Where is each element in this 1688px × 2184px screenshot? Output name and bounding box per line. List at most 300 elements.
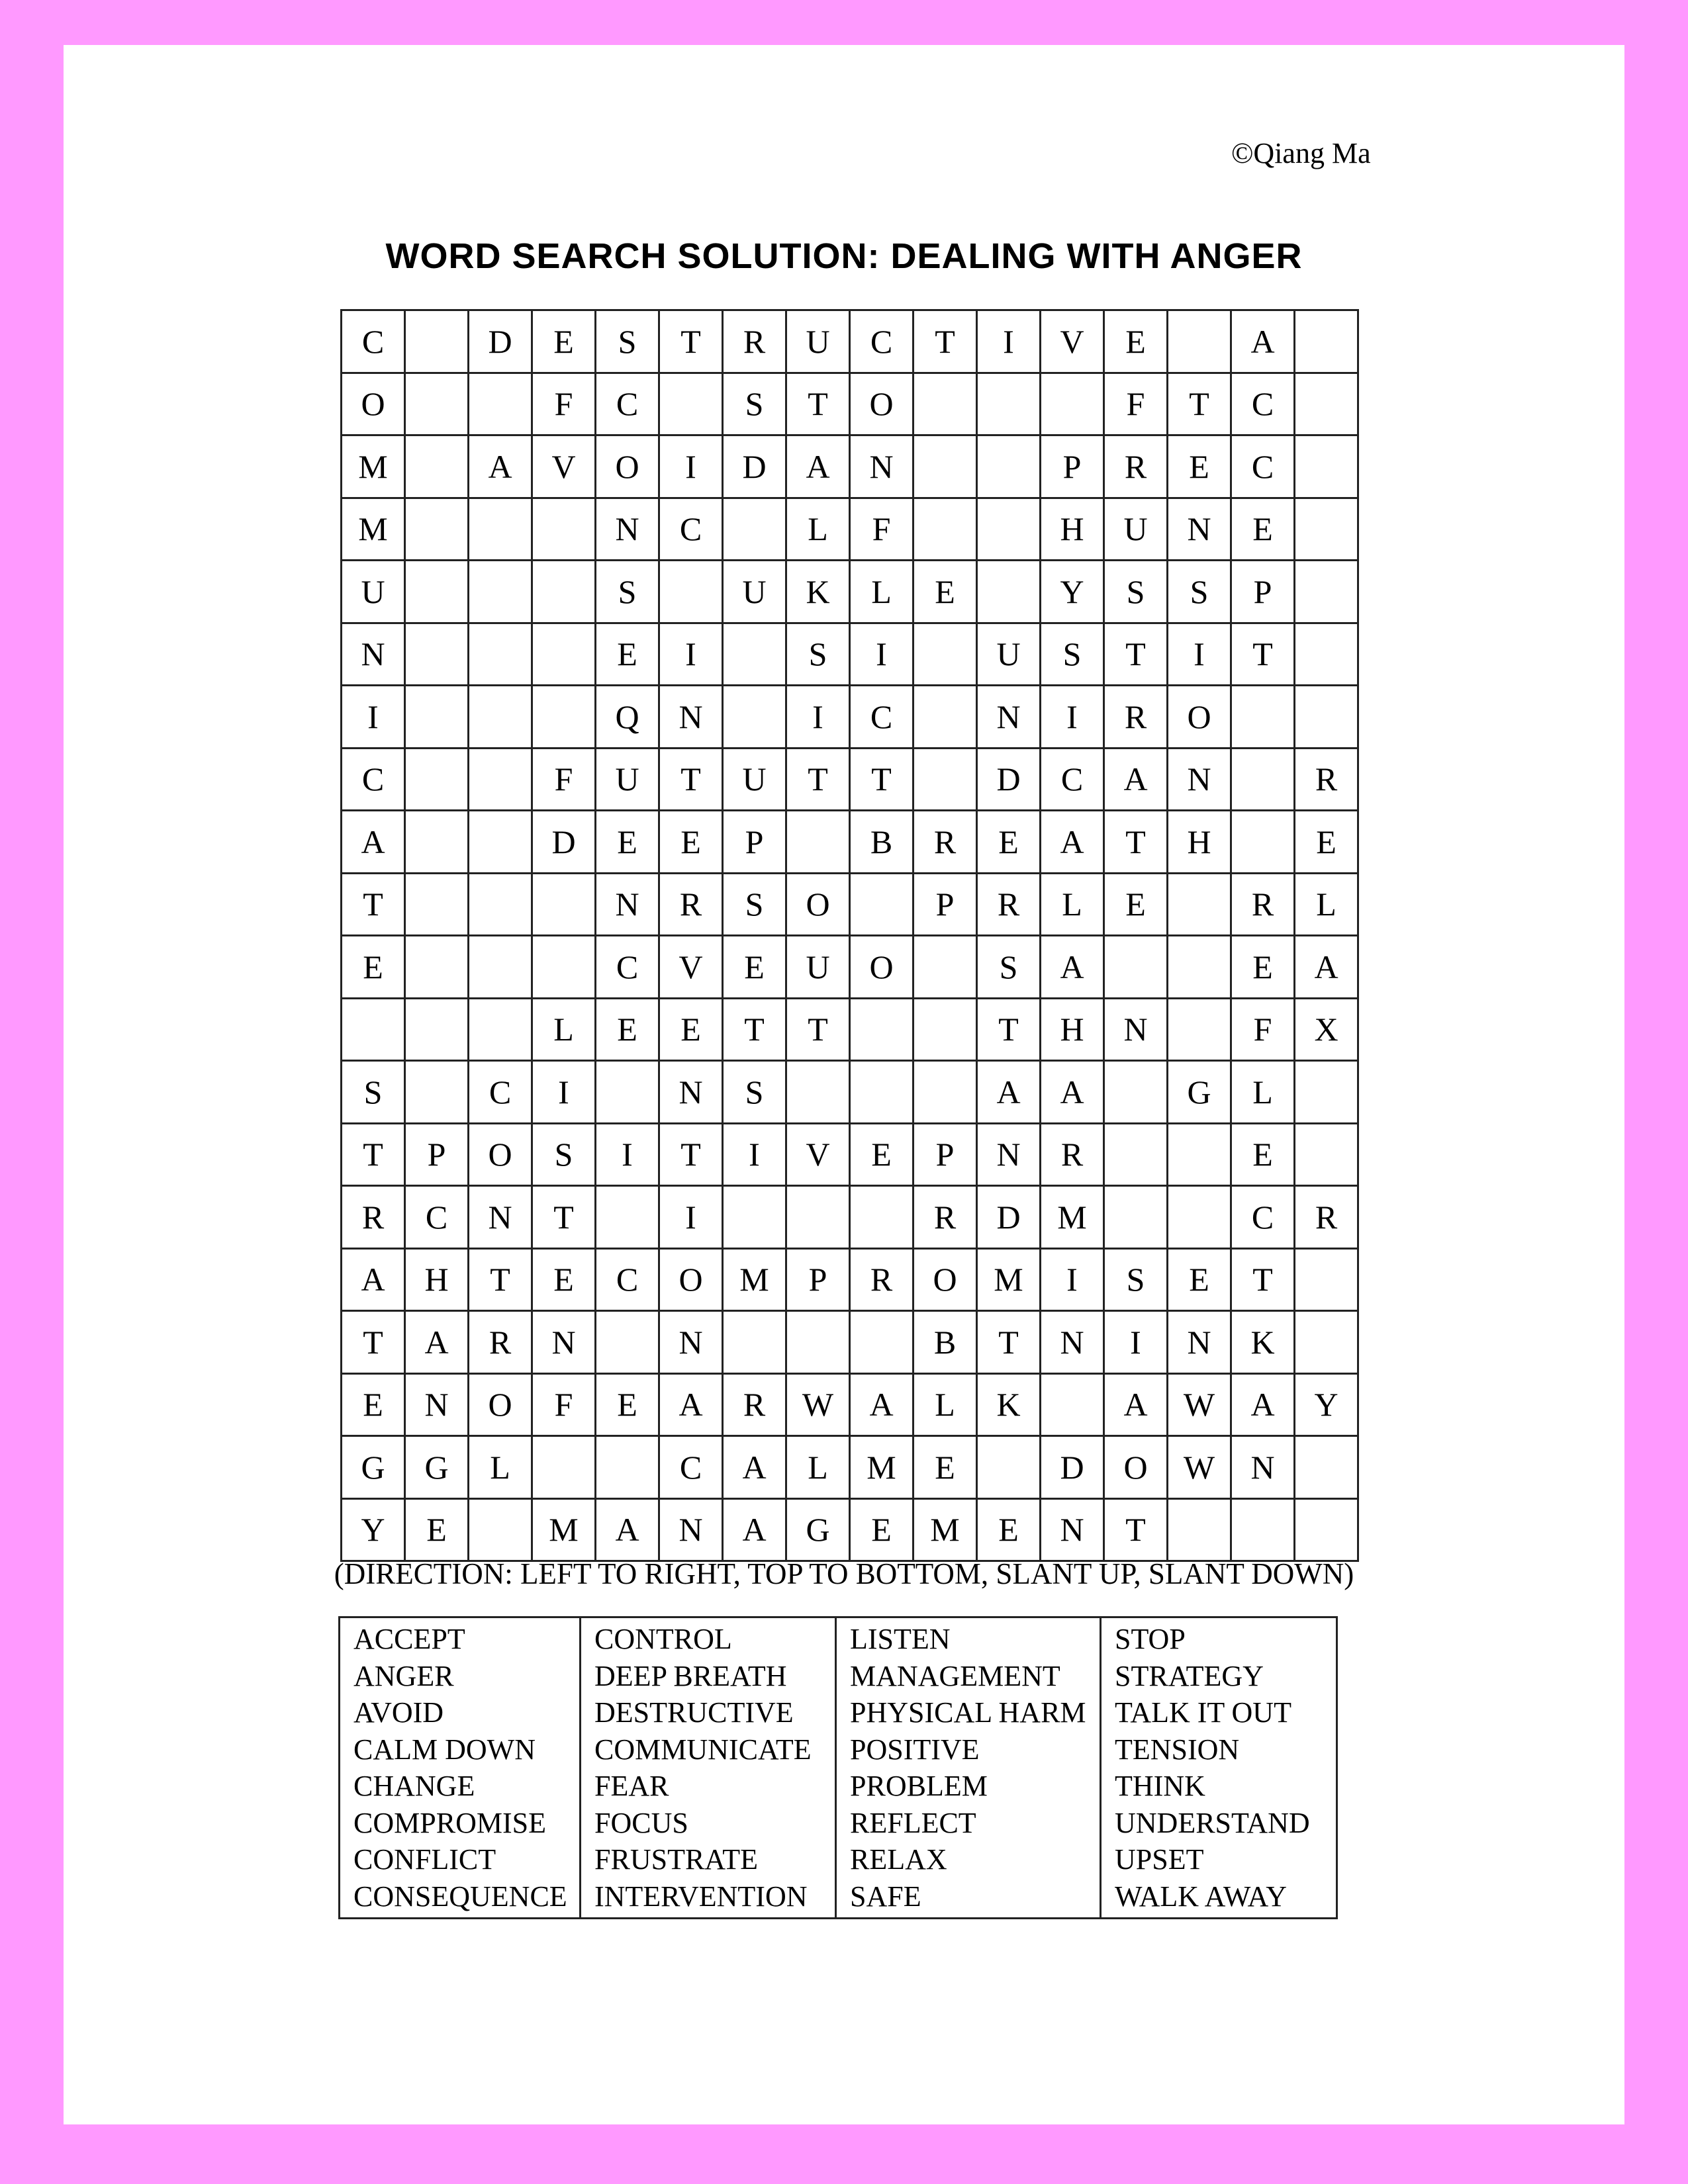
grid-cell: W	[786, 1373, 850, 1436]
grid-cell: D	[532, 811, 596, 874]
grid-cell: S	[532, 1123, 596, 1186]
grid-cell	[405, 686, 469, 749]
grid-cell: I	[850, 623, 914, 686]
grid-cell: I	[1104, 1311, 1168, 1374]
grid-cell	[532, 623, 596, 686]
grid-cell: T	[977, 998, 1041, 1061]
grid-cell	[1104, 1123, 1168, 1186]
grid-cell: T	[532, 1186, 596, 1249]
grid-cell	[1168, 1123, 1231, 1186]
grid-cell: N	[659, 1498, 723, 1561]
grid-cell: C	[405, 1186, 469, 1249]
grid-cell	[1168, 998, 1231, 1061]
grid-cell: E	[850, 1498, 914, 1561]
grid-cell: T	[786, 748, 850, 811]
grid-cell	[596, 1436, 659, 1499]
grid-cell	[659, 373, 723, 435]
grid-cell: I	[1168, 623, 1231, 686]
grid-cell	[1168, 936, 1231, 999]
grid-cell: N	[596, 498, 659, 561]
grid-cell	[1104, 1061, 1168, 1124]
grid-cell: M	[1041, 1186, 1104, 1249]
word-item: SAFE	[850, 1880, 921, 1913]
grid-cell: O	[850, 373, 914, 435]
grid-row	[342, 1436, 1358, 1499]
grid-cell: L	[786, 498, 850, 561]
grid-cell: L	[1231, 1061, 1295, 1124]
grid-cell: H	[405, 1248, 469, 1311]
grid-cell: A	[342, 1248, 405, 1311]
grid-cell: T	[659, 748, 723, 811]
grid-cell	[469, 873, 532, 936]
grid-cell	[469, 561, 532, 623]
grid-cell: G	[342, 1436, 405, 1499]
grid-row	[342, 435, 1358, 498]
grid-cell: E	[914, 561, 977, 623]
grid-cell: A	[977, 1061, 1041, 1124]
grid-cell: R	[1041, 1123, 1104, 1186]
grid-cell: K	[786, 561, 850, 623]
grid-cell	[1295, 373, 1358, 435]
grid-cell: U	[1104, 498, 1168, 561]
grid-cell: M	[342, 435, 405, 498]
grid-cell: R	[914, 811, 977, 874]
grid-row	[342, 873, 1358, 936]
grid-cell: D	[723, 435, 786, 498]
grid-cell	[1295, 1248, 1358, 1311]
grid-cell: I	[977, 310, 1041, 373]
grid-cell	[405, 873, 469, 936]
grid-cell	[1104, 936, 1168, 999]
grid-cell: P	[914, 1123, 977, 1186]
grid-cell: T	[342, 1311, 405, 1374]
grid-cell	[723, 1311, 786, 1374]
grid-cell: T	[786, 373, 850, 435]
grid-cell: F	[1231, 998, 1295, 1061]
grid-cell: I	[596, 1123, 659, 1186]
grid-cell	[1168, 1498, 1231, 1561]
grid-cell: E	[596, 811, 659, 874]
word-item: TENSION	[1115, 1733, 1240, 1766]
grid-cell: C	[1231, 373, 1295, 435]
grid-row	[342, 310, 1358, 373]
grid-cell: B	[850, 811, 914, 874]
grid-cell: E	[1104, 310, 1168, 373]
grid-cell	[532, 873, 596, 936]
grid-cell: T	[1168, 373, 1231, 435]
grid-cell	[1231, 811, 1295, 874]
grid-cell: L	[1295, 873, 1358, 936]
grid-cell	[659, 561, 723, 623]
grid-cell	[532, 561, 596, 623]
grid-cell: C	[1041, 748, 1104, 811]
grid-cell	[532, 1436, 596, 1499]
grid-cell	[914, 623, 977, 686]
grid-cell: D	[469, 310, 532, 373]
grid-cell	[977, 435, 1041, 498]
grid-cell: L	[786, 1436, 850, 1499]
grid-cell	[405, 373, 469, 435]
grid-cell	[405, 561, 469, 623]
grid-cell: C	[659, 498, 723, 561]
grid-cell: O	[469, 1373, 532, 1436]
grid-cell: A	[659, 1373, 723, 1436]
grid-cell: I	[659, 435, 723, 498]
grid-cell: C	[1231, 1186, 1295, 1249]
grid-cell: M	[850, 1436, 914, 1499]
grid-cell	[532, 498, 596, 561]
grid-cell	[596, 1186, 659, 1249]
grid-cell: R	[1295, 1186, 1358, 1249]
grid-cell: A	[1295, 936, 1358, 999]
grid-cell: Y	[1041, 561, 1104, 623]
word-item: PROBLEM	[850, 1770, 988, 1802]
copyright: ©Qiang Ma	[1231, 137, 1371, 169]
grid-cell: N	[1041, 1311, 1104, 1374]
word-item: THINK	[1115, 1770, 1205, 1802]
grid-cell: L	[1041, 873, 1104, 936]
grid-cell: R	[1231, 873, 1295, 936]
grid-cell	[914, 1061, 977, 1124]
grid-cell	[1041, 1373, 1104, 1436]
grid-cell: C	[850, 686, 914, 749]
grid-cell: E	[1295, 811, 1358, 874]
grid-cell: M	[532, 1498, 596, 1561]
grid-cell: E	[1231, 498, 1295, 561]
grid-cell: T	[977, 1311, 1041, 1374]
grid-cell	[786, 1186, 850, 1249]
grid-cell	[469, 686, 532, 749]
grid-cell: V	[1041, 310, 1104, 373]
grid-cell: O	[1168, 686, 1231, 749]
grid-cell: N	[977, 686, 1041, 749]
grid-cell	[850, 873, 914, 936]
grid-row	[342, 1498, 1358, 1561]
letter-grid	[340, 309, 1359, 1562]
grid-cell	[977, 498, 1041, 561]
grid-cell	[596, 1311, 659, 1374]
grid-cell: L	[850, 561, 914, 623]
grid-cell: V	[532, 435, 596, 498]
grid-cell: C	[342, 310, 405, 373]
grid-cell: I	[659, 623, 723, 686]
grid-cell: E	[850, 1123, 914, 1186]
grid-cell	[532, 936, 596, 999]
grid-cell	[469, 936, 532, 999]
grid-cell	[469, 748, 532, 811]
grid-cell: D	[977, 748, 1041, 811]
grid-cell	[1168, 1186, 1231, 1249]
grid-cell: L	[532, 998, 596, 1061]
grid-cell	[596, 1061, 659, 1124]
grid-cell: A	[1104, 1373, 1168, 1436]
grid-cell: P	[914, 873, 977, 936]
grid-cell: P	[723, 811, 786, 874]
grid-cell: G	[405, 1436, 469, 1499]
grid-cell	[914, 686, 977, 749]
grid-cell	[723, 623, 786, 686]
grid-cell: N	[1168, 748, 1231, 811]
grid-cell: T	[1231, 623, 1295, 686]
grid-cell	[1295, 310, 1358, 373]
word-item: COMPROMISE	[353, 1806, 546, 1839]
word-item: POSITIVE	[850, 1733, 980, 1766]
grid-cell: E	[596, 623, 659, 686]
grid-cell	[786, 1311, 850, 1374]
grid-cell	[914, 373, 977, 435]
page-title: WORD SEARCH SOLUTION: DEALING WITH ANGER	[385, 236, 1303, 276]
grid-cell	[914, 498, 977, 561]
grid-cell	[1168, 873, 1231, 936]
grid-cell: U	[786, 936, 850, 999]
grid-cell: F	[532, 748, 596, 811]
grid-cell	[469, 998, 532, 1061]
grid-cell: U	[723, 561, 786, 623]
grid-cell: A	[1041, 936, 1104, 999]
grid-cell: E	[977, 811, 1041, 874]
grid-cell: M	[723, 1248, 786, 1311]
grid-cell: A	[1041, 811, 1104, 874]
grid-cell: N	[659, 686, 723, 749]
grid-cell: A	[1041, 1061, 1104, 1124]
grid-row	[342, 936, 1358, 999]
grid-cell: S	[1041, 623, 1104, 686]
grid-cell: A	[1104, 748, 1168, 811]
grid-row	[342, 1373, 1358, 1436]
grid-cell	[723, 686, 786, 749]
grid-cell	[1295, 686, 1358, 749]
direction-note: (DIRECTION: LEFT TO RIGHT, TOP TO BOTTOM, SLANT UP, SLANT DOWN)	[334, 1557, 1354, 1590]
grid-cell: A	[596, 1498, 659, 1561]
word-item: ACCEPT	[353, 1623, 465, 1655]
grid-cell: A	[786, 435, 850, 498]
grid-cell	[405, 310, 469, 373]
grid-cell: O	[850, 936, 914, 999]
grid-cell	[1231, 748, 1295, 811]
grid-cell: E	[659, 811, 723, 874]
grid-cell: N	[659, 1061, 723, 1124]
grid-cell: C	[850, 310, 914, 373]
grid-cell: V	[786, 1123, 850, 1186]
word-item: CONFLICT	[353, 1843, 496, 1876]
word-item: CALM DOWN	[353, 1733, 536, 1766]
grid-cell: U	[723, 748, 786, 811]
grid-cell: T	[1104, 811, 1168, 874]
grid-cell	[1295, 1123, 1358, 1186]
grid-cell	[914, 435, 977, 498]
grid-cell: S	[596, 310, 659, 373]
grid-cell: E	[532, 1248, 596, 1311]
grid-cell	[405, 623, 469, 686]
grid-cell: E	[723, 936, 786, 999]
grid-cell: F	[1104, 373, 1168, 435]
grid-cell: A	[405, 1311, 469, 1374]
grid-cell: C	[596, 1248, 659, 1311]
word-item: MANAGEMENT	[850, 1659, 1060, 1692]
grid-cell: O	[659, 1248, 723, 1311]
word-item: FEAR	[594, 1770, 669, 1802]
grid-cell: O	[469, 1123, 532, 1186]
grid-cell: N	[1231, 1436, 1295, 1499]
grid-row	[342, 1248, 1358, 1311]
grid-cell	[1231, 1498, 1295, 1561]
grid-cell: E	[977, 1498, 1041, 1561]
grid-cell	[723, 1186, 786, 1249]
grid-cell: A	[850, 1373, 914, 1436]
word-item: TALK IT OUT	[1115, 1696, 1291, 1729]
grid-cell: T	[1231, 1248, 1295, 1311]
grid-cell: S	[1104, 1248, 1168, 1311]
grid-cell: A	[469, 435, 532, 498]
grid-cell: S	[1168, 561, 1231, 623]
word-item: COMMUNICATE	[594, 1733, 812, 1766]
grid-cell	[405, 811, 469, 874]
grid-cell: A	[723, 1436, 786, 1499]
grid-cell	[1041, 373, 1104, 435]
grid-cell	[1295, 623, 1358, 686]
grid-cell: X	[1295, 998, 1358, 1061]
grid-cell: E	[1104, 873, 1168, 936]
grid-cell	[1295, 1498, 1358, 1561]
grid-cell: G	[786, 1498, 850, 1561]
grid-cell: Q	[596, 686, 659, 749]
grid-cell: O	[914, 1248, 977, 1311]
grid-cell: E	[1168, 1248, 1231, 1311]
grid-cell: Y	[342, 1498, 405, 1561]
grid-cell: U	[977, 623, 1041, 686]
grid-cell: A	[342, 811, 405, 874]
grid-cell: N	[850, 435, 914, 498]
grid-cell	[469, 1498, 532, 1561]
grid-cell	[1295, 1436, 1358, 1499]
word-item: STOP	[1115, 1623, 1186, 1655]
grid-cell	[405, 748, 469, 811]
grid-cell: E	[532, 310, 596, 373]
grid-cell: G	[1168, 1061, 1231, 1124]
grid-cell	[786, 1061, 850, 1124]
word-item: FRUSTRATE	[594, 1843, 758, 1876]
grid-cell	[1295, 1061, 1358, 1124]
grid-cell: C	[596, 936, 659, 999]
grid-row	[342, 1061, 1358, 1124]
grid-cell: P	[405, 1123, 469, 1186]
grid-cell	[405, 435, 469, 498]
grid-cell: N	[469, 1186, 532, 1249]
grid-cell: R	[723, 310, 786, 373]
grid-row	[342, 623, 1358, 686]
grid-cell: E	[914, 1436, 977, 1499]
word-item: CONTROL	[594, 1623, 732, 1655]
grid-row	[342, 686, 1358, 749]
word-column	[836, 1617, 1101, 1919]
grid-cell: M	[342, 498, 405, 561]
grid-cell: N	[1168, 498, 1231, 561]
grid-cell: S	[1104, 561, 1168, 623]
grid-cell: S	[723, 873, 786, 936]
grid-cell: N	[342, 623, 405, 686]
word-item: FOCUS	[594, 1806, 688, 1839]
grid-cell: S	[342, 1061, 405, 1124]
grid-cell: H	[1168, 811, 1231, 874]
grid-cell: N	[1104, 998, 1168, 1061]
grid-cell	[977, 1436, 1041, 1499]
grid-cell: C	[596, 373, 659, 435]
grid-cell: N	[532, 1311, 596, 1374]
grid-cell: E	[596, 998, 659, 1061]
grid-cell: K	[977, 1373, 1041, 1436]
grid-cell: W	[1168, 1373, 1231, 1436]
grid-cell: O	[596, 435, 659, 498]
grid-cell: R	[1104, 686, 1168, 749]
grid-cell	[1231, 686, 1295, 749]
grid-cell	[1295, 561, 1358, 623]
word-item: DEEP BREATH	[594, 1659, 787, 1692]
grid-cell: D	[977, 1186, 1041, 1249]
grid-cell: I	[723, 1123, 786, 1186]
grid-cell: D	[1041, 1436, 1104, 1499]
word-item: UNDERSTAND	[1115, 1806, 1310, 1839]
grid-cell: T	[1104, 1498, 1168, 1561]
grid-cell: T	[342, 1123, 405, 1186]
grid-row	[342, 498, 1358, 561]
grid-row	[342, 1123, 1358, 1186]
grid-cell: I	[1041, 686, 1104, 749]
grid-cell	[914, 936, 977, 999]
grid-cell: M	[977, 1248, 1041, 1311]
word-column	[1101, 1617, 1337, 1919]
grid-cell: U	[342, 561, 405, 623]
grid-cell: F	[850, 498, 914, 561]
grid-cell	[1295, 435, 1358, 498]
grid-cell	[977, 561, 1041, 623]
word-list	[338, 1616, 1338, 1919]
word-item: AVOID	[353, 1696, 444, 1729]
grid-cell	[342, 998, 405, 1061]
grid-cell: E	[1231, 1123, 1295, 1186]
grid-cell: H	[1041, 998, 1104, 1061]
grid-cell	[405, 936, 469, 999]
grid-cell	[914, 998, 977, 1061]
grid-row	[342, 748, 1358, 811]
grid-cell: T	[850, 748, 914, 811]
grid-cell: O	[1104, 1436, 1168, 1499]
grid-cell	[1168, 310, 1231, 373]
word-item: STRATEGY	[1115, 1659, 1264, 1692]
word-item: CONSEQUENCE	[353, 1880, 567, 1913]
grid-cell: F	[532, 1373, 596, 1436]
grid-cell	[469, 623, 532, 686]
grid-cell: N	[596, 873, 659, 936]
word-column	[340, 1617, 581, 1919]
grid-cell: R	[659, 873, 723, 936]
grid-cell: C	[659, 1436, 723, 1499]
word-item: WALK AWAY	[1115, 1880, 1288, 1913]
grid-cell: T	[342, 873, 405, 936]
word-item: LISTEN	[850, 1623, 951, 1655]
grid-cell: S	[977, 936, 1041, 999]
grid-cell: E	[659, 998, 723, 1061]
grid-cell: E	[342, 936, 405, 999]
grid-cell: E	[342, 1373, 405, 1436]
grid-cell: I	[1041, 1248, 1104, 1311]
grid-cell: A	[723, 1498, 786, 1561]
grid-cell	[1295, 498, 1358, 561]
grid-cell: T	[786, 998, 850, 1061]
grid-cell	[469, 498, 532, 561]
grid-cell: B	[914, 1311, 977, 1374]
grid-cell	[850, 998, 914, 1061]
grid-cell: P	[786, 1248, 850, 1311]
